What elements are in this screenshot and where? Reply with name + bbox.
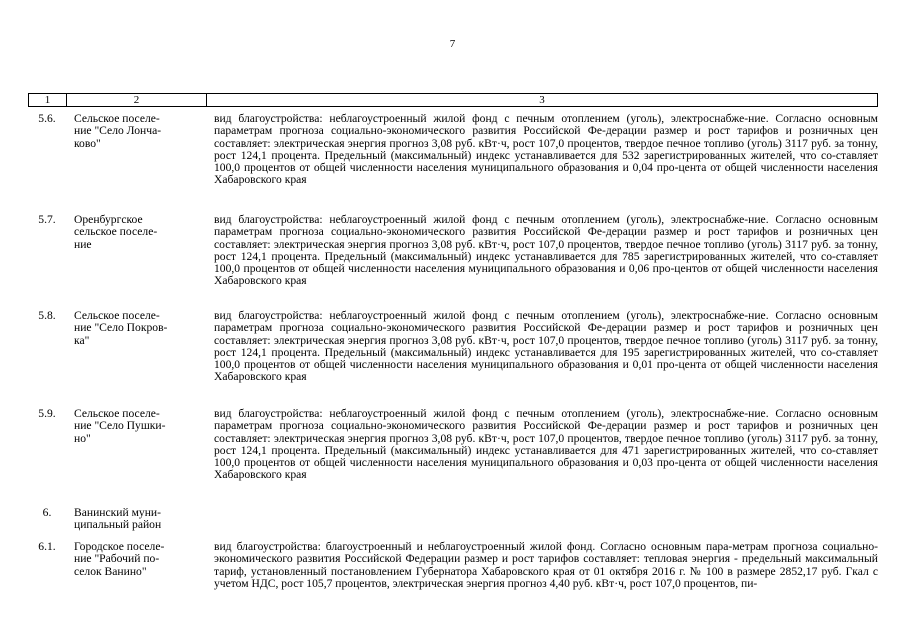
row-description: вид благоустройства: благоустроенный и неблагоустроенный жилой фонд. Согласно основным пара-метрам прогноза социально-экономического развития Российской Федерации размер и рост тарифов составляет: тепловая энергия - предельный максимальный тариф, установленный постановлением Губернатора Хабаровского края от 01 октября 2016 г. № 100 в размере 2852,17 руб. Гкал с учетом НДС, рост 105,7 процентов, электрическая энергия прогноз 4,40 руб. кВт·ч, рост 107,0 процентов, пи- [214, 540, 878, 590]
row-description [206, 507, 878, 541]
table-row [28, 507, 878, 541]
table-row [28, 214, 878, 310]
row-description: вид благоустройства: неблагоустроенный жилой фонд с печным отоплением (уголь), электроснабже-ние. Согласно основным параметрам прогноза социально-экономического развития Российской Фе-дерации размер и рост тарифов и розничных цен составляет: электрическая энергия прогноз 3,08 руб. кВт·ч, рост 107,0 процентов, твердое печное топливо (уголь) 3117 руб. за тонну, рост 124,1 процента. Предельный (максимальный) индекс устанавливается для 785 зарегистрированных жителей, что со-ставляет 100,0 процентов от общей численности населения муниципального образования и 0,06 про-центов от общей численности населения Хабаровского края [214, 213, 878, 288]
page-number: 7 [449, 38, 456, 50]
column-header-3: 3 [539, 94, 545, 106]
row-number: 5.8. [38, 309, 56, 322]
column-header-1: 1 [29, 94, 67, 106]
row-description: вид благоустройства: неблагоустроенный жилой фонд с печным отоплением (уголь), электроснабже-ние. Согласно основным параметрам прогноза социально-экономического развития Российской Фе-дерации размер и рост тарифов и розничных цен составляет: электрическая энергия прогноз 3,08 руб. кВт·ч, рост 107,0 процентов, твердое печное топливо (уголь) 3117 руб. за тонну, рост 124,1 процента. Предельный (максимальный) индекс устанавливается для 532 зарегистрированных жителей, что со-ставляет 100,0 процентов от общей численности населения муниципального образования и 0,04 про-цента от общей численности населения Хабаровского края [214, 112, 878, 187]
row-number: 6.1. [38, 540, 56, 553]
column-header-2: 2 [67, 94, 207, 106]
table-header [28, 93, 878, 107]
row-number: 5.9. [38, 407, 56, 420]
table-row [28, 408, 878, 507]
row-description: вид благоустройства: неблагоустроенный жилой фонд с печным отоплением (уголь), электроснабже-ние. Согласно основным параметрам прогноза социально-экономического развития Российской Фе-дерации размер и рост тарифов и розничных цен составляет: электрическая энергия прогноз 3,08 руб. кВт·ч, рост 107,0 процентов, твердое печное топливо (уголь) 3117 руб. за тонну, рост 124,1 процента. Предельный (максимальный) индекс устанавливается для 195 зарегистрированных жителей, что со-ставляет 100,0 процентов от общей численности населения муниципального образования и 0,01 про-цента от общей численности населения Хабаровского края [214, 309, 878, 384]
settlement-name: Сельское поселе- ние "Село Покров- ка" [74, 309, 168, 347]
table-body [28, 113, 878, 611]
row-number: 5.6. [38, 112, 56, 125]
row-number: 5.7. [38, 213, 56, 226]
settlement-name: Оренбургское сельское поселе- ние [74, 213, 158, 251]
district-name: Ванинский муни- ципальный район [74, 506, 162, 532]
settlement-name: Городское поселе- ние "Рабочий по- селок Ванино" [74, 540, 165, 578]
settlement-name: Сельское поселе- ние "Село Лонча- ково" [74, 112, 162, 150]
row-description: вид благоустройства: неблагоустроенный жилой фонд с печным отоплением (уголь), электроснабже-ние. Согласно основным параметрам прогноза социально-экономического развития Российской Фе-дерации размер и рост тарифов и розничных цен составляет: электрическая энергия прогноз 3,08 руб. кВт·ч, рост 107,0 процентов, твердое печное топливо (уголь) 3117 руб. за тонну, рост 124,1 процента. Предельный (максимальный) индекс устанавливается для 471 зарегистрированных жителей, что со-ставляет 100,0 процентов от общей численности населения муниципального образования и 0,03 про-цента от общей численности населения Хабаровского края [214, 407, 878, 482]
table-row [28, 113, 878, 214]
row-number: 6. [42, 506, 52, 519]
table-row [28, 310, 878, 408]
table-row [28, 541, 878, 611]
settlement-name: Сельское поселе- ние "Село Пушки- но" [74, 407, 166, 445]
